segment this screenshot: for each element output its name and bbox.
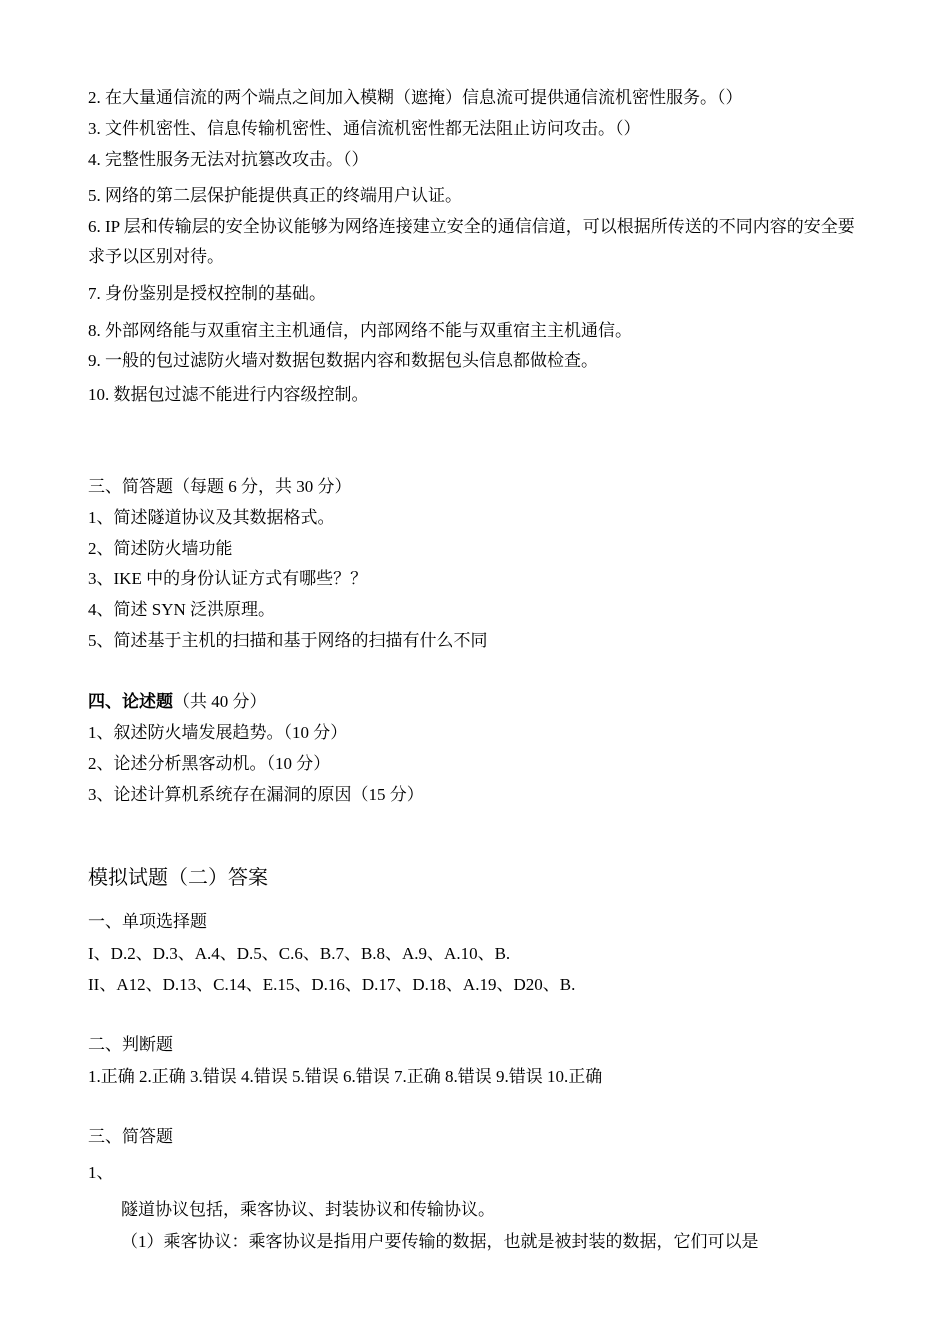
short-answer-item-5: 5、简述基于主机的扫描和基于网络的扫描有什么不同: [88, 631, 488, 650]
judgment-item-5: 5. 网络的第二层保护能提供真正的终端用户认证。: [88, 186, 462, 205]
judgment-answers: 1.正确 2.正确 3.错误 4.错误 5.错误 6.错误 7.正确 8.错误 9.错误 10.正确: [88, 1067, 603, 1086]
passenger-protocol-line: （1）乘客协议：乘客协议是指用户要传输的数据，也就是被封装的数据，它们可以是: [121, 1232, 759, 1251]
judgment-answers-heading: 二、判断题: [88, 1035, 173, 1054]
judgment-item-7: 7. 身份鉴别是授权控制的基础。: [88, 284, 326, 303]
judgment-item-10: 10. 数据包过滤不能进行内容级控制。: [88, 385, 369, 404]
essay-heading-points: （共 40 分）: [173, 692, 267, 711]
short-answers-heading: 三、简答题: [88, 1127, 173, 1146]
judgment-item-8: 8. 外部网络能与双重宿主主机通信，内部网络不能与双重宿主主机通信。: [88, 321, 632, 340]
essay-heading-bold: 四、论述题: [88, 692, 173, 711]
essay-item-1: 1、叙述防火墙发展趋势。（10 分）: [88, 723, 348, 742]
judgment-item-4: 4. 完整性服务无法对抗篡改攻击。（）: [88, 150, 369, 169]
single-choice-answers-1: I、D.2、D.3、A.4、D.5、C.6、B.7、B.8、A.9、A.10、B.: [88, 944, 511, 963]
essay-heading: [88, 690, 267, 714]
short-answer-number-1: 1、: [88, 1163, 114, 1182]
short-answer-item-2: 2、简述防火墙功能: [88, 539, 233, 558]
judgment-item-6: 6. IP 层和传输层的安全协议能够为网络连接建立安全的通信信道，可以根据所传送的不同内容的安全要求予以区别对待。: [88, 217, 855, 266]
essay-item-2: 2、论述分析黑客动机。（10 分）: [88, 754, 331, 773]
short-answer-item-4: 4、简述 SYN 泛洪原理。: [88, 600, 276, 619]
short-answer-item-1: 1、简述隧道协议及其数据格式。: [88, 508, 335, 527]
judgment-item-3: 3. 文件机密性、信息传输机密性、通信流机密性都无法阻止访问攻击。（）: [88, 119, 641, 138]
judgment-item-9: 9. 一般的包过滤防火墙对数据包数据内容和数据包头信息都做检查。: [88, 351, 598, 370]
answers-title: 模拟试题（二）答案: [88, 867, 268, 889]
single-choice-answers-2: II、A12、D.13、C.14、E.15、D.16、D.17、D.18、A.19、D20、B.: [88, 975, 576, 994]
short-answer-item-3: 3、IKE 中的身份认证方式有哪些？？: [88, 569, 368, 588]
tunnel-protocol-intro: 隧道协议包括，乘客协议、封装协议和传输协议。: [121, 1200, 495, 1219]
short-answer-heading: 三、简答题（每题 6 分，共 30 分）: [88, 477, 352, 496]
judgment-item-2: 2. 在大量通信流的两个端点之间加入模糊（遮掩）信息流可提供通信流机密性服务。（）: [88, 88, 743, 107]
essay-item-3: 3、论述计算机系统存在漏洞的原因（15 分）: [88, 785, 424, 804]
single-choice-heading: 一、单项选择题: [88, 912, 207, 931]
